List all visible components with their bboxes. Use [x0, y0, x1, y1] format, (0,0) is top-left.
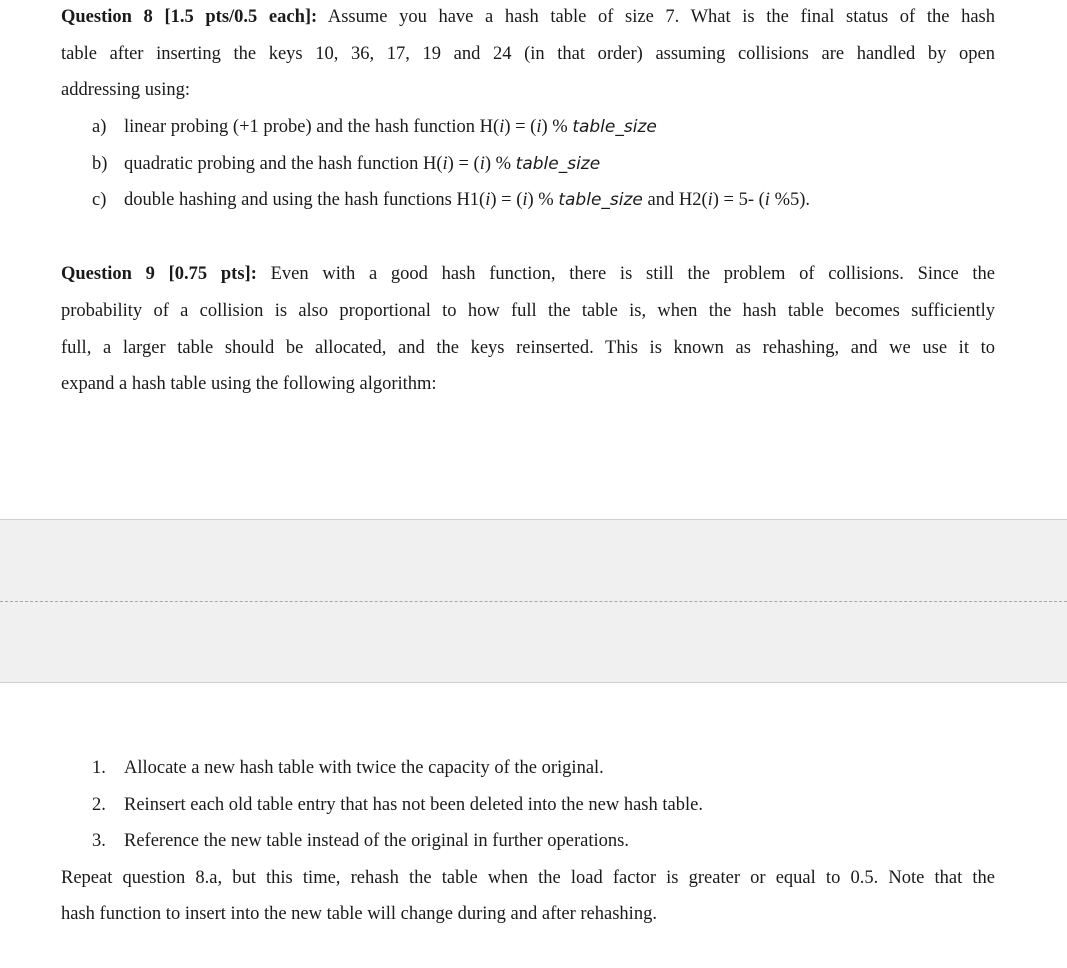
q9-line-1	[61, 264, 995, 285]
q9-line-3: full, a larger table should be allocated, and the keys reinserted. This is known as rehashing, and we use it to	[61, 338, 995, 358]
step-marker: 3.	[92, 831, 106, 851]
table-size-term: table_size	[572, 117, 657, 137]
q8-line-2: table after inserting the keys 10, 36, 17, 19 and 24 (in that order) assuming collisions are handled by open	[61, 44, 995, 64]
q8-option-a: a) linear probing (+1 probe) and the hash function H(i) = (i) % table_size	[92, 117, 657, 137]
q9-line-4: expand a hash table using the following algorithm:	[61, 374, 437, 394]
q9-intro: Even with a good hash function, there is still the problem of collisions. Since the	[270, 264, 995, 284]
page-break-gap	[0, 519, 1067, 683]
q8-option-c: c) double hashing and using the hash functions H1(i) = (i) % table_size and H2(i) = 5- (i %5).	[92, 190, 811, 210]
q8-option-b: b) quadratic probing and the hash function H(i) = (i) % table_size	[92, 154, 601, 174]
option-b-marker: b)	[92, 154, 108, 174]
step-2: 2. Reinsert each old table entry that has not been deleted into the new hash table.	[92, 795, 703, 815]
q8-intro: Assume you have a hash table of size 7. What is the final status of the hash	[327, 7, 995, 27]
step-marker: 1.	[92, 758, 106, 778]
q8-line-3: addressing using:	[61, 80, 190, 100]
page-break-line	[0, 601, 1067, 602]
table-size-term: table_size	[515, 154, 601, 174]
closing-line-1: Repeat question 8.a, but this time, rehash the table when the load factor is greater or equal to 0.5. Note that the	[61, 868, 995, 888]
option-c-marker: c)	[92, 190, 107, 210]
step-3: 3. Reference the new table instead of the original in further operations.	[92, 831, 629, 851]
table-size-term: table_size	[558, 190, 643, 210]
closing-line-2: hash function to insert into the new table will change during and after rehashing.	[61, 904, 657, 924]
q9-line-2: probability of a collision is also proportional to how full the table is, when the hash table becomes sufficiently	[61, 301, 995, 321]
q8-line-1	[61, 7, 995, 28]
q9-title: Question 9 [0.75 pts]:	[61, 264, 257, 284]
step-1: 1. Allocate a new hash table with twice the capacity of the original.	[92, 758, 604, 778]
option-a-marker: a)	[92, 117, 107, 137]
step-marker: 2.	[92, 795, 106, 815]
q8-title: Question 8 [1.5 pts/0.5 each]:	[61, 7, 318, 27]
